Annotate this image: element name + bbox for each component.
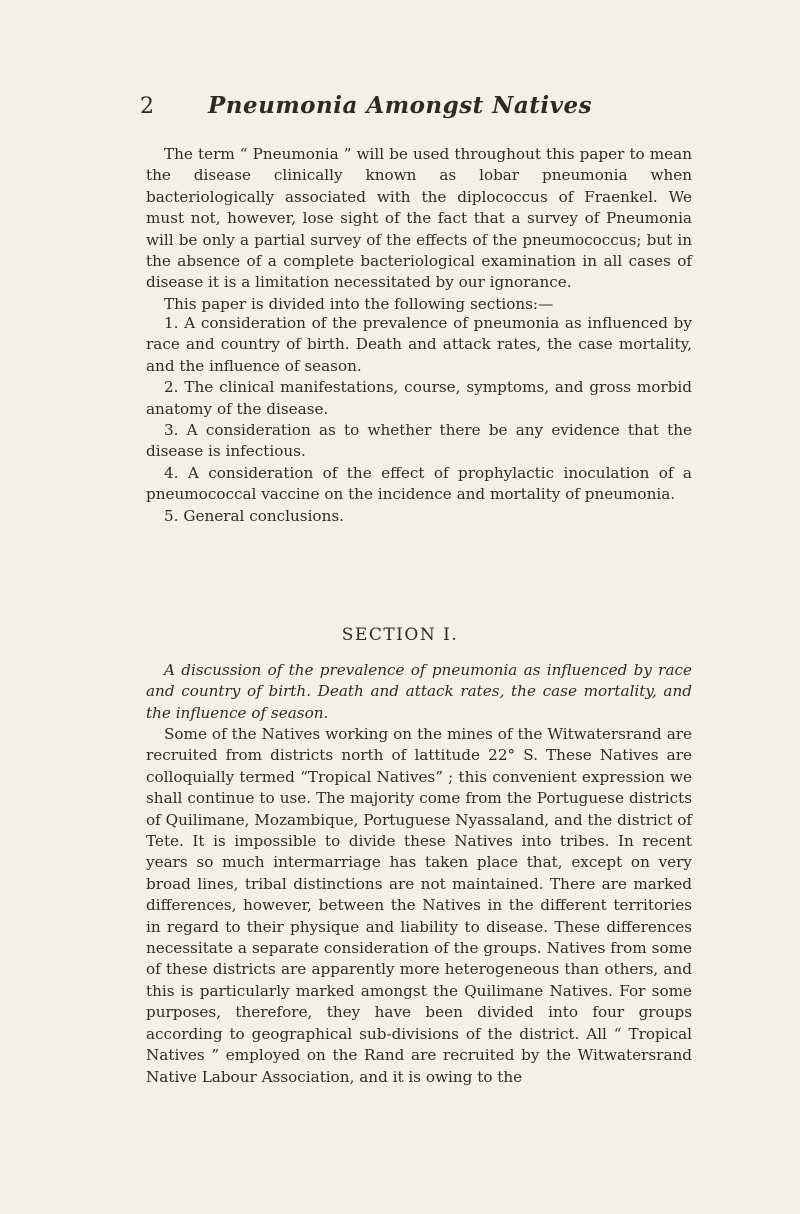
page-number: 2 [140,94,154,119]
section-body [146,724,692,1088]
page-header [0,90,800,130]
list-item: 5. General conclusions. [164,506,344,525]
list-item: 3. A consideration as to whether there be any evidence that the disease is infectious. [146,421,692,461]
list-item: 1. A consideration of the prevalence of pneumonia as influenced by race and country of birth. Death and attack rates, the case mortality, and the influence of season. [146,314,692,375]
section-heading: SECTION I. [341,625,459,645]
section-subtitle: A discussion of the prevalence of pneumonia as influenced by race and country of birth. Death and attack rates, the case mortality, and the influence of season. [146,661,692,722]
sections-list [146,313,692,527]
list-item: 2. The clinical manifestations, course, symptoms, and gross morbid anatomy of the disease. [146,378,692,418]
intro-paragraph: The term “ Pneumonia ” will be used throughout this paper to mean the disease clinically known as lobar pneumonia when bacteriologically associated with the diplococcus of Fraenkel. We must not, however, lose sight of the fact that a survey of Pneumonia will be only a partial survey of the effects of the pneumococcus; but in the absence of a complete bacteriological examination in all cases of disease it is a limitation necessitated by our ignorance. [146,145,692,292]
sections-intro-paragraph: This paper is divided into the following sections:— [164,294,554,313]
intro-block [146,144,692,315]
body-paragraph: Some of the Natives working on the mines of the Witwatersrand are recruited from districts north of lattitude 22° S. These Natives are colloquially termed “Tropical Natives” ; this convenient expression we shall continue to use. The majority come from the Portuguese districts of Quilimane, Mozambique, Portuguese Nyassaland, and the district of Tete. It is impossible to divide these Natives into tribes. In recent years so much intermarriage has taken place that, except on very broad lines, tribal distinctions are not maintained. There are marked differences, however, between the Natives in the different territories in regard to their physique and liability to disease. These differences necessitate a separate consideration of the groups. Natives from some of these districts are apparently more heterogeneous than others, and this is particularly marked amongst the Quilimane Natives. For some purposes, therefore, they have been divided into four groups according to geographical sub-divisions of the district. All “ Tropical Natives ” employed on the Rand are recruited by the Witwatersrand Native Labour Association, and it is owing to the [146,725,692,1086]
list-item: 4. A consideration of the effect of prophylactic inoculation of a pneumococcal vaccine on the incidence and mortality of pneumonia. [146,463,692,504]
running-title: Pneumonia Amongst Natives [207,92,593,119]
